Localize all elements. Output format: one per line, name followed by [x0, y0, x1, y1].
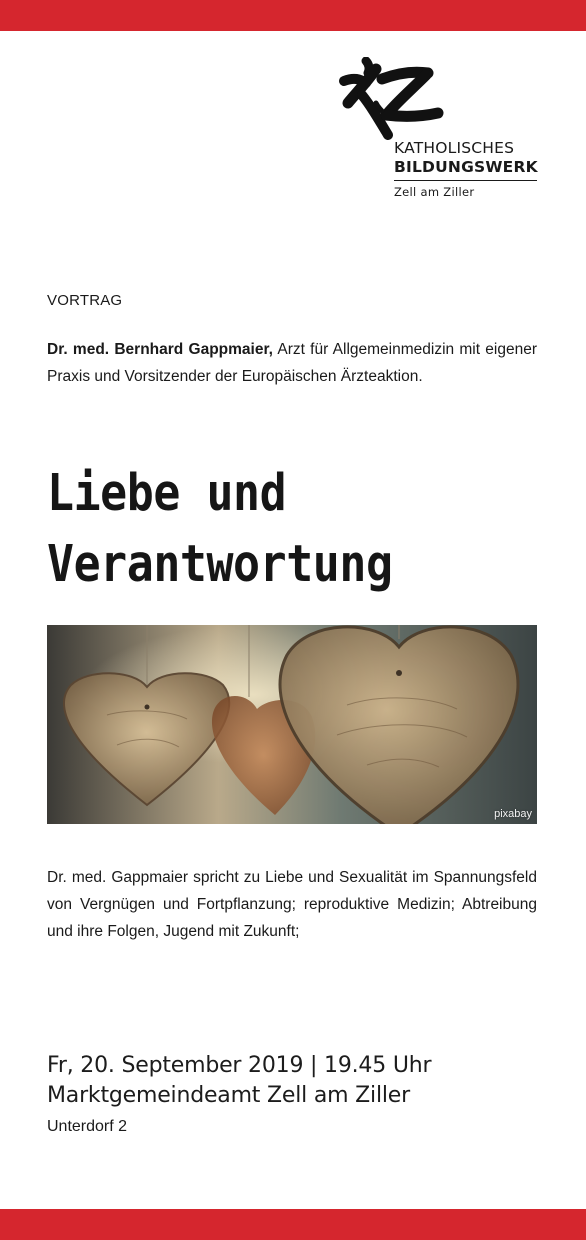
photo-credit: pixabay	[494, 808, 532, 820]
hearts-illustration	[47, 625, 537, 824]
title-line-2: Verantwortung	[47, 535, 393, 594]
logo-text-katholisches: KATHOLISCHES	[394, 139, 515, 157]
top-red-band	[0, 0, 586, 31]
kbw-logo-mark	[336, 57, 446, 142]
hearts-photo	[47, 625, 537, 824]
event-title	[47, 458, 478, 600]
title-line-1: Liebe und	[47, 464, 287, 523]
logo-text-location: Zell am Ziller	[394, 185, 475, 199]
logo	[336, 57, 541, 207]
logo-divider	[394, 180, 537, 181]
logo-text-bildungswerk: BILDUNGSWERK	[394, 158, 538, 176]
speaker-intro	[47, 336, 537, 390]
speaker-bio: Arzt für Allgemeinmedizin mit eigener Praxis und Vorsitzender der Europäischen Ärzteaktion.	[47, 341, 538, 385]
event-type: VORTRAG	[47, 292, 123, 309]
event-venue: Marktgemeindeamt Zell am Ziller	[47, 1083, 410, 1108]
event-date-time: Fr, 20. September 2019 | 19.45 Uhr	[47, 1053, 432, 1078]
event-address: Unterdorf 2	[47, 1118, 128, 1135]
event-description: Dr. med. Gappmaier spricht zu Liebe und Sexualität im Spannungsfeld von Vergnügen und Fortpflanzung; reproduktive Medizin; Abtreibung und ihre Folgen, Jugend mit Zukunft;	[47, 869, 537, 940]
bottom-red-band	[0, 1209, 586, 1240]
speaker-name: Dr. med. Bernhard Gappmaier,	[47, 341, 273, 358]
